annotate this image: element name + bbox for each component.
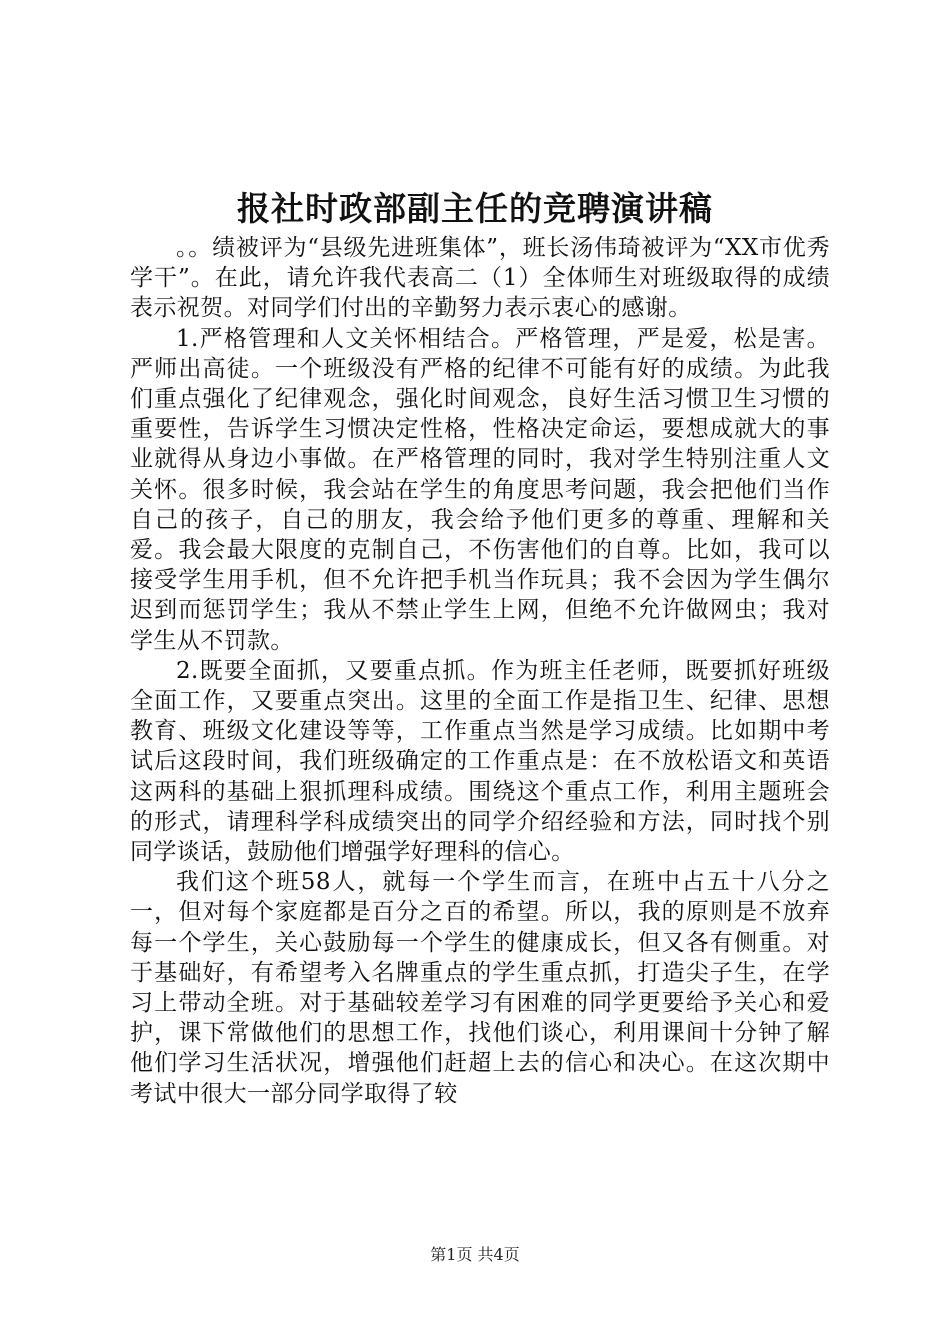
page-number-footer: 第1页 共4页: [430, 1245, 520, 1264]
paragraph-2: 1.严格管理和人文关怀相结合。严格管理，严是爱，松是害。严师出高徒。一个班级没有严格的纪律不可能有好的成绩。为此我们重点强化了纪律观念，强化时间观念，良好生活习惯卫生习惯的重要性，告诉学生习惯决定性格，性格决定命运，要想成就大的事业就得从身边小事做。在严格管理的同时，我对学生特别注重人文关怀。很多时候，我会站在学生的角度思考问题，我会把他们当作自己的孩子，自己的朋友，我会给予他们更多的尊重、理解和关爱。我会最大限度的克制自己，不伤害他们的自尊。比如，我可以接受学生用手机，但不允许把手机当作玩具；我不会因为学生偶尔迟到而惩罚学生；我从不禁止学生上网，但绝不允许做网虫；我对学生从不罚款。: [130, 325, 830, 654]
document-body: [130, 233, 830, 1109]
document-title: 报社时政部副主任的竞聘演讲稿: [237, 189, 713, 228]
paragraph-1: 。。绩被评为“县级先进班集体”，班长汤伟琦被评为“XX市优秀学干”。在此，请允许我代表高二（1）全体师生对班级取得的成绩表示祝贺。对同学们付出的辛勤努力表示衷心的感谢。: [130, 235, 830, 322]
paragraph-4: 我们这个班58人，就每一个学生而言，在班中占五十八分之一，但对每个家庭都是百分之百的希望。所以，我的原则是不放弃每一个学生，关心鼓励每一个学生的健康成长，但又各有侧重。对于基础好，有希望考入名牌重点的学生重点抓，打造尖子生，在学习上带动全班。对于基础较差学习有困难的同学更要给予关心和爱护，课下常做他们的思想工作，找他们谈心，利用课间十分钟了解他们学习生活状况，增强他们赶超上去的信心和决心。在这次期中考试中很大一部分同学取得了较: [130, 869, 830, 1107]
paragraph-3: 2.既要全面抓，又要重点抓。作为班主任老师，既要抓好班级全面工作，又要重点突出。这里的全面工作是指卫生、纪律、思想教育、班级文化建设等等，工作重点当然是学习成绩。比如期中考试后这段时间，我们班级确定的工作重点是：在不放松语文和英语这两科的基础上狠抓理科成绩。围绕这个重点工作，利用主题班会的形式，请理科学科成绩突出的同学介绍经验和方法，同时找个别同学谈话，鼓励他们增强学好理科的信心。: [130, 657, 830, 866]
